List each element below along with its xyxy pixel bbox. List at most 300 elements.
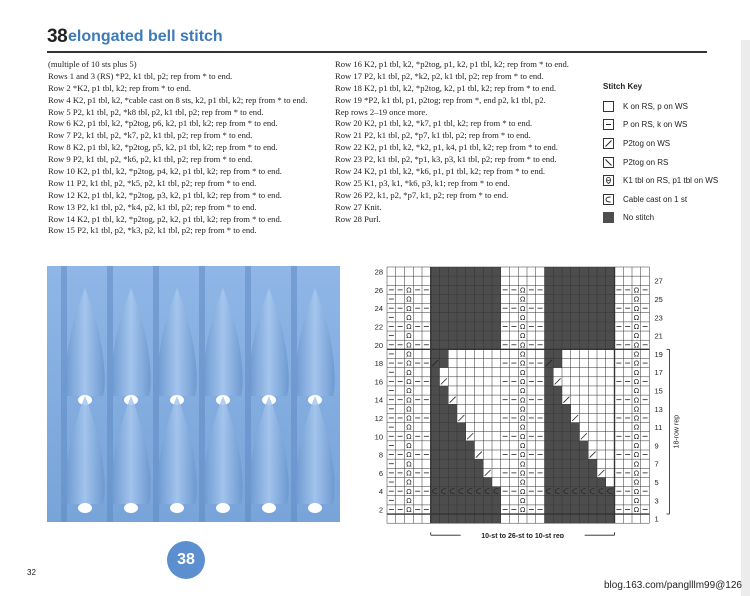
stitch-key-item — [603, 171, 718, 190]
no-stitch-cell — [483, 267, 492, 276]
cable-cast-on-icon — [603, 194, 614, 205]
no-stitch-cell — [448, 331, 457, 340]
twisted-stitch-mark: Ω — [519, 469, 526, 478]
no-stitch-cell — [588, 331, 597, 340]
twisted-stitch-mark: Ω — [519, 323, 526, 332]
no-stitch-cell — [475, 294, 484, 303]
no-stitch-cell — [606, 496, 615, 505]
no-stitch-cell — [580, 496, 589, 505]
instruction-line: Row 26 P2, k1, p2, *p7, k1, p2; rep from * to end. — [335, 189, 509, 200]
instruction-line: Row 14 K2, p1 tbl, k2, *p2tog, p2, k2, p1 tbl, k2; rep from * to end. — [48, 213, 282, 224]
no-stitch-cell — [580, 267, 589, 276]
instruction-line: Row 25 K1, p3, k1, *k6, p3, k1; rep from * to end. — [335, 177, 510, 188]
twisted-stitch-mark: Ω — [406, 478, 412, 487]
no-stitch-cell — [431, 267, 440, 276]
chart-row-label-right: 21 — [654, 331, 663, 341]
no-stitch-cell — [466, 441, 475, 450]
twisted-stitch-mark: Ω — [633, 313, 640, 322]
twisted-stitch-mark: Ω — [519, 368, 526, 377]
no-stitch-cell — [466, 294, 475, 303]
chart-row-label-left: 26 — [374, 285, 383, 295]
p2tog-mark — [476, 452, 482, 458]
no-stitch-cell — [571, 313, 580, 322]
no-stitch-cell — [580, 505, 589, 514]
twisted-stitch-mark: Ω — [406, 323, 412, 332]
no-stitch-cell — [483, 322, 492, 331]
no-stitch-cell — [448, 404, 457, 413]
chart-row-label-left: 20 — [374, 340, 383, 350]
chart-row-label-right: 25 — [654, 295, 663, 305]
twisted-stitch-mark: Ω — [406, 451, 412, 460]
instruction-line: Row 18 K2, p1 tbl, k2, *p2tog, k2, p1 tbl, k2; rep from * to end. — [335, 82, 557, 93]
no-stitch-cell — [606, 304, 615, 313]
no-stitch-cell — [553, 413, 562, 422]
no-stitch-cell — [545, 276, 554, 285]
twisted-stitch-mark: Ω — [519, 313, 526, 322]
instruction-line: Row 17 P2, k1 tbl, p2, *k2, p2, k1 tbl, p2; rep from * to end. — [335, 70, 544, 81]
twisted-stitch-mark: Ω — [633, 332, 640, 341]
no-stitch-cell — [588, 322, 597, 331]
twisted-stitch-mark: Ω — [633, 496, 640, 505]
no-stitch-cell — [545, 496, 554, 505]
twisted-stitch-mark: Ω — [633, 323, 640, 332]
no-stitch-cell — [571, 468, 580, 477]
no-stitch-cell — [483, 331, 492, 340]
stitch-key-title: Stitch Key — [603, 82, 643, 91]
no-stitch-cell — [606, 514, 615, 523]
no-stitch-cell — [475, 313, 484, 322]
no-stitch-cell — [448, 423, 457, 432]
no-stitch-cell — [466, 505, 475, 514]
twisted-stitch-mark: Ω — [406, 460, 412, 469]
no-stitch-cell — [440, 496, 449, 505]
no-stitch-cell — [457, 441, 466, 450]
no-stitch-cell — [588, 514, 597, 523]
no-stitch-cell — [571, 450, 580, 459]
no-stitch-cell — [440, 487, 449, 496]
twisted-stitch-mark: Ω — [406, 487, 412, 496]
stitch-key-item — [603, 153, 718, 172]
no-stitch-cell — [492, 276, 501, 285]
no-stitch-cell — [431, 331, 440, 340]
stitch-key-item — [603, 97, 718, 116]
instruction-line: Row 19 *P2, k1 tbl, p1, p2tog; rep from *, end p2, k1 tbl, p2. — [335, 94, 546, 105]
no-stitch-cell — [545, 468, 554, 477]
no-stitch-cell — [466, 322, 475, 331]
no-stitch-cell — [545, 322, 554, 331]
stitch-key-item — [603, 209, 718, 228]
no-stitch-cell — [588, 487, 597, 496]
no-stitch-cell — [571, 432, 580, 441]
p2tog-mark — [581, 433, 587, 439]
no-stitch-cell — [553, 514, 562, 523]
no-stitch-cell — [492, 505, 501, 514]
stitch-number: 38 — [47, 26, 68, 47]
no-stitch-cell — [571, 331, 580, 340]
no-stitch-cell — [492, 496, 501, 505]
no-stitch-cell — [448, 267, 457, 276]
no-stitch-cell — [457, 285, 466, 294]
no-stitch-cell — [553, 285, 562, 294]
chart-row-label-right: 13 — [654, 404, 663, 414]
no-stitch-cell — [431, 404, 440, 413]
stitch-key-item — [603, 134, 718, 153]
no-stitch-cell — [431, 368, 440, 377]
no-stitch-cell — [440, 340, 449, 349]
no-stitch-cell — [440, 304, 449, 313]
instruction-line: Row 16 K2, p1 tbl, k2, *p2tog, p1, k2, p1 tbl, k2; rep from * to end. — [335, 59, 569, 69]
instruction-line: Row 8 K2, p1 tbl, k2, *p2tog, p5, k2, p1 tbl, k2; rep from * to end. — [48, 142, 278, 153]
twisted-stitch-mark: Ω — [406, 332, 412, 341]
chart-row-label-right: 9 — [654, 441, 659, 451]
no-stitch-cell — [562, 322, 571, 331]
twisted-stitch-mark: Ω — [519, 359, 526, 368]
twisted-stitch-mark: Ω — [406, 405, 412, 414]
chart-row-label-right: 27 — [654, 276, 663, 286]
no-stitch-cell — [483, 304, 492, 313]
no-stitch-cell — [545, 505, 554, 514]
no-stitch-cell — [580, 313, 589, 322]
chart-row-label-left: 18 — [374, 359, 383, 369]
no-stitch-cell — [588, 468, 597, 477]
no-stitch-cell — [553, 459, 562, 468]
no-stitch-cell — [440, 441, 449, 450]
stitch-repeat-label: 10-st to 26-st to 10-st rep — [481, 533, 565, 538]
chart-row-label-left: 6 — [378, 468, 383, 478]
no-stitch-cell — [562, 267, 571, 276]
twisted-stitch-mark: Ω — [519, 487, 526, 496]
no-stitch-cell — [483, 340, 492, 349]
stitch-key-label: No stitch — [623, 213, 655, 223]
knitted-swatch-image — [47, 266, 340, 522]
twisted-stitch-mark: Ω — [633, 460, 640, 469]
instruction-line: Row 27 Knit. — [335, 201, 382, 212]
no-stitch-cell — [588, 477, 597, 486]
twisted-stitch-icon — [603, 175, 614, 186]
twisted-stitch-mark: Ω — [633, 487, 640, 496]
no-stitch-cell — [553, 468, 562, 477]
no-stitch-cell — [562, 413, 571, 422]
no-stitch-cell — [431, 276, 440, 285]
no-stitch-cell — [440, 450, 449, 459]
twisted-stitch-mark: Ω — [633, 405, 640, 414]
instruction-line: Row 6 K2, p1 tbl, k2, *p2tog, p6, k2, p1 tbl, k2; rep from * to end. — [48, 118, 278, 129]
no-stitch-cell — [553, 477, 562, 486]
no-stitch-cell — [466, 477, 475, 486]
no-stitch-cell — [562, 331, 571, 340]
page-number: 32 — [27, 568, 36, 577]
no-stitch-cell — [431, 294, 440, 303]
no-stitch-cell — [562, 423, 571, 432]
no-stitch-cell — [440, 313, 449, 322]
no-stitch-cell — [475, 487, 484, 496]
no-stitch-cell — [440, 294, 449, 303]
swatch-eyelet — [308, 503, 322, 513]
chart-row-label-left: 8 — [378, 450, 383, 460]
no-stitch-cell — [571, 340, 580, 349]
stitch-key-item — [603, 190, 718, 209]
chart-row-label-right: 17 — [654, 368, 663, 378]
no-stitch-cell — [431, 413, 440, 422]
stitch-key — [603, 82, 718, 227]
no-stitch-cell — [440, 349, 449, 358]
chart-row-label-right: 1 — [654, 514, 659, 524]
twisted-stitch-mark: Ω — [406, 506, 412, 515]
no-stitch-cell — [562, 487, 571, 496]
no-stitch-cell — [588, 313, 597, 322]
no-stitch-cell — [597, 340, 606, 349]
no-stitch-cell — [492, 331, 501, 340]
no-stitch-cell — [431, 349, 440, 358]
no-stitch-cell — [597, 276, 606, 285]
no-stitch-cell — [545, 413, 554, 422]
no-stitch-cell — [606, 331, 615, 340]
chart-row-label-left: 24 — [374, 304, 383, 314]
twisted-stitch-mark: Ω — [633, 387, 640, 396]
no-stitch-cell — [440, 468, 449, 477]
no-stitch-cell — [597, 304, 606, 313]
no-stitch-cell — [580, 304, 589, 313]
no-stitch-cell — [483, 487, 492, 496]
p2tog-mark — [467, 433, 473, 439]
slash-square-icon — [603, 138, 614, 149]
twisted-stitch-mark: Ω — [519, 377, 526, 386]
no-stitch-cell — [448, 322, 457, 331]
no-stitch-cell — [457, 304, 466, 313]
no-stitch-cell — [571, 304, 580, 313]
no-stitch-cell — [571, 285, 580, 294]
no-stitch-cell — [431, 304, 440, 313]
stitch-key-label: K on RS, p on WS — [623, 101, 688, 111]
no-stitch-cell — [545, 285, 554, 294]
no-stitch-cell — [440, 459, 449, 468]
no-stitch-cell — [597, 322, 606, 331]
chart-row-label-right: 11 — [654, 423, 663, 433]
twisted-stitch-mark: Ω — [406, 469, 412, 478]
no-stitch-cell — [431, 441, 440, 450]
no-stitch-cell — [588, 304, 597, 313]
no-stitch-cell — [553, 349, 562, 358]
no-stitch-cell — [431, 322, 440, 331]
no-stitch-cell — [431, 423, 440, 432]
no-stitch-cell — [448, 487, 457, 496]
no-stitch-cell — [571, 441, 580, 450]
no-stitch-cell — [597, 285, 606, 294]
no-stitch-cell — [440, 404, 449, 413]
stitch-key-label: K1 tbl on RS, p1 tbl on WS — [623, 176, 719, 186]
chart-row-label-right: 3 — [654, 496, 659, 506]
no-stitch-cell — [545, 514, 554, 523]
no-stitch-cell — [448, 313, 457, 322]
chart-row-label-right: 15 — [654, 386, 663, 396]
no-stitch-cell — [457, 267, 466, 276]
twisted-stitch-mark: Ω — [519, 396, 526, 405]
no-stitch-cell — [553, 505, 562, 514]
no-stitch-cell — [431, 514, 440, 523]
twisted-stitch-mark: Ω — [406, 313, 412, 322]
no-stitch-cell — [475, 322, 484, 331]
twisted-stitch-mark: Ω — [519, 332, 526, 341]
no-stitch-cell — [562, 514, 571, 523]
no-stitch-cell — [440, 322, 449, 331]
backslash-square-icon — [603, 157, 614, 168]
no-stitch-cell — [448, 505, 457, 514]
no-stitch-cell — [545, 304, 554, 313]
p2tog-mark — [590, 452, 596, 458]
no-stitch-cell — [431, 386, 440, 395]
no-stitch-cell — [597, 313, 606, 322]
p2tog-mark — [450, 397, 456, 403]
no-stitch-cell — [606, 505, 615, 514]
no-stitch-cell — [545, 340, 554, 349]
stitch-key-label: P2tog on RS — [623, 157, 669, 167]
no-stitch-cell — [553, 386, 562, 395]
no-stitch-cell — [431, 432, 440, 441]
no-stitch-cell — [606, 487, 615, 496]
no-stitch-cell — [545, 386, 554, 395]
no-stitch-cell — [545, 331, 554, 340]
no-stitch-cell — [492, 313, 501, 322]
instruction-line: Row 12 K2, p1 tbl, k2, *p2tog, p3, k2, p1 tbl, k2; rep from * to end. — [48, 189, 282, 200]
no-stitch-cell — [580, 468, 589, 477]
twisted-stitch-mark: Ω — [519, 295, 526, 304]
no-stitch-cell — [580, 459, 589, 468]
no-stitch-cell — [466, 276, 475, 285]
no-stitch-cell — [448, 432, 457, 441]
twisted-stitch-mark: Ω — [633, 469, 640, 478]
no-stitch-cell — [457, 459, 466, 468]
page-edge — [741, 40, 750, 596]
twisted-stitch-mark: Ω — [406, 377, 412, 386]
twisted-stitch-mark: Ω — [633, 295, 640, 304]
instruction-line: Row 4 K2, p1 tbl, k2, *cable cast on 8 sts, k2, p1 tbl, k2; rep from * to end. — [48, 94, 308, 105]
twisted-stitch-mark: Ω — [406, 396, 412, 405]
no-stitch-cell — [457, 505, 466, 514]
stitch-key-item — [603, 116, 718, 135]
no-stitch-cell — [457, 514, 466, 523]
no-stitch-cell — [553, 487, 562, 496]
twisted-stitch-mark: Ω — [406, 304, 412, 313]
swatch-eyelet — [124, 503, 138, 513]
no-stitch-cell — [580, 294, 589, 303]
no-stitch-cell — [440, 432, 449, 441]
no-stitch-cell — [475, 505, 484, 514]
no-stitch-cell — [466, 514, 475, 523]
no-stitch-cell — [440, 386, 449, 395]
no-stitch-cell — [457, 294, 466, 303]
no-stitch-cell — [571, 459, 580, 468]
no-stitch-cell — [545, 404, 554, 413]
no-stitch-cell — [562, 468, 571, 477]
no-stitch-cell — [492, 304, 501, 313]
no-stitch-cell — [448, 285, 457, 294]
no-stitch-cell — [448, 413, 457, 422]
no-stitch-cell — [431, 487, 440, 496]
chart-row-label-right: 5 — [654, 478, 659, 488]
twisted-stitch-mark: Ω — [633, 414, 640, 423]
no-stitch-cell — [571, 505, 580, 514]
twisted-stitch-mark: Ω — [406, 350, 412, 359]
no-stitch-cell — [483, 276, 492, 285]
instruction-line: Row 7 P2, k1 tbl, p2, *k7, p2, k1 tbl, p2; rep from * to end. — [48, 130, 253, 141]
no-stitch-cell — [606, 285, 615, 294]
no-stitch-cell — [431, 285, 440, 294]
no-stitch-cell — [588, 340, 597, 349]
no-stitch-cell — [483, 514, 492, 523]
no-stitch-cell — [431, 477, 440, 486]
no-stitch-cell — [545, 487, 554, 496]
no-stitch-cell — [553, 276, 562, 285]
no-stitch-cell — [475, 267, 484, 276]
no-stitch-cell — [580, 331, 589, 340]
no-stitch-cell — [448, 276, 457, 285]
twisted-stitch-mark: Ω — [633, 432, 640, 441]
instruction-line: Row 2 *K2, p1 tbl, k2; rep from * to end. — [48, 82, 191, 93]
no-stitch-cell — [606, 276, 615, 285]
twisted-stitch-mark: Ω — [633, 506, 640, 515]
swatch-eyelet — [78, 503, 92, 513]
no-stitch-cell — [483, 313, 492, 322]
twisted-stitch-mark: Ω — [519, 478, 526, 487]
no-stitch-cell — [597, 294, 606, 303]
chart-row-label-left: 28 — [374, 267, 383, 277]
no-stitch-cell — [475, 496, 484, 505]
twisted-stitch-mark: Ω — [519, 506, 526, 515]
no-stitch-cell — [483, 477, 492, 486]
no-stitch-cell — [553, 331, 562, 340]
no-stitch-cell — [562, 294, 571, 303]
twisted-stitch-mark: Ω — [519, 442, 526, 451]
no-stitch-cell — [597, 267, 606, 276]
twisted-stitch-mark: Ω — [633, 478, 640, 487]
instruction-line: Row 9 P2, k1 tbl, p2, *k6, p2, k1 tbl, p2; rep from * to end. — [48, 154, 253, 165]
no-stitch-cell — [571, 322, 580, 331]
no-stitch-cell — [553, 404, 562, 413]
no-stitch-cell — [545, 368, 554, 377]
no-stitch-cell — [475, 285, 484, 294]
no-stitch-cell — [562, 496, 571, 505]
no-stitch-cell — [457, 313, 466, 322]
no-stitch-cell — [553, 395, 562, 404]
chart-row-label-right: 19 — [654, 349, 663, 359]
twisted-stitch-mark: Ω — [519, 405, 526, 414]
no-stitch-cell — [553, 304, 562, 313]
no-stitch-cell — [440, 477, 449, 486]
no-stitch-cell — [580, 276, 589, 285]
no-stitch-cell — [431, 395, 440, 404]
twisted-stitch-mark: Ω — [406, 496, 412, 505]
no-stitch-cell — [580, 322, 589, 331]
no-stitch-cell — [588, 285, 597, 294]
twisted-stitch-mark: Ω — [633, 359, 640, 368]
stitch-key-label: Cable cast on 1 st — [623, 194, 688, 204]
chart-row-label-right: 23 — [654, 313, 663, 323]
no-stitch-cell — [448, 468, 457, 477]
no-stitch-cell — [440, 395, 449, 404]
twisted-stitch-mark: Ω — [519, 387, 526, 396]
twisted-stitch-mark: Ω — [519, 304, 526, 313]
no-stitch-cell — [562, 459, 571, 468]
swatch-eyelet — [216, 503, 230, 513]
twisted-stitch-mark: Ω — [406, 442, 412, 451]
no-stitch-cell — [597, 331, 606, 340]
no-stitch-cell — [483, 294, 492, 303]
no-stitch-cell — [571, 496, 580, 505]
no-stitch-cell — [545, 349, 554, 358]
no-stitch-cell — [571, 487, 580, 496]
no-stitch-cell — [597, 505, 606, 514]
no-stitch-cell — [448, 496, 457, 505]
